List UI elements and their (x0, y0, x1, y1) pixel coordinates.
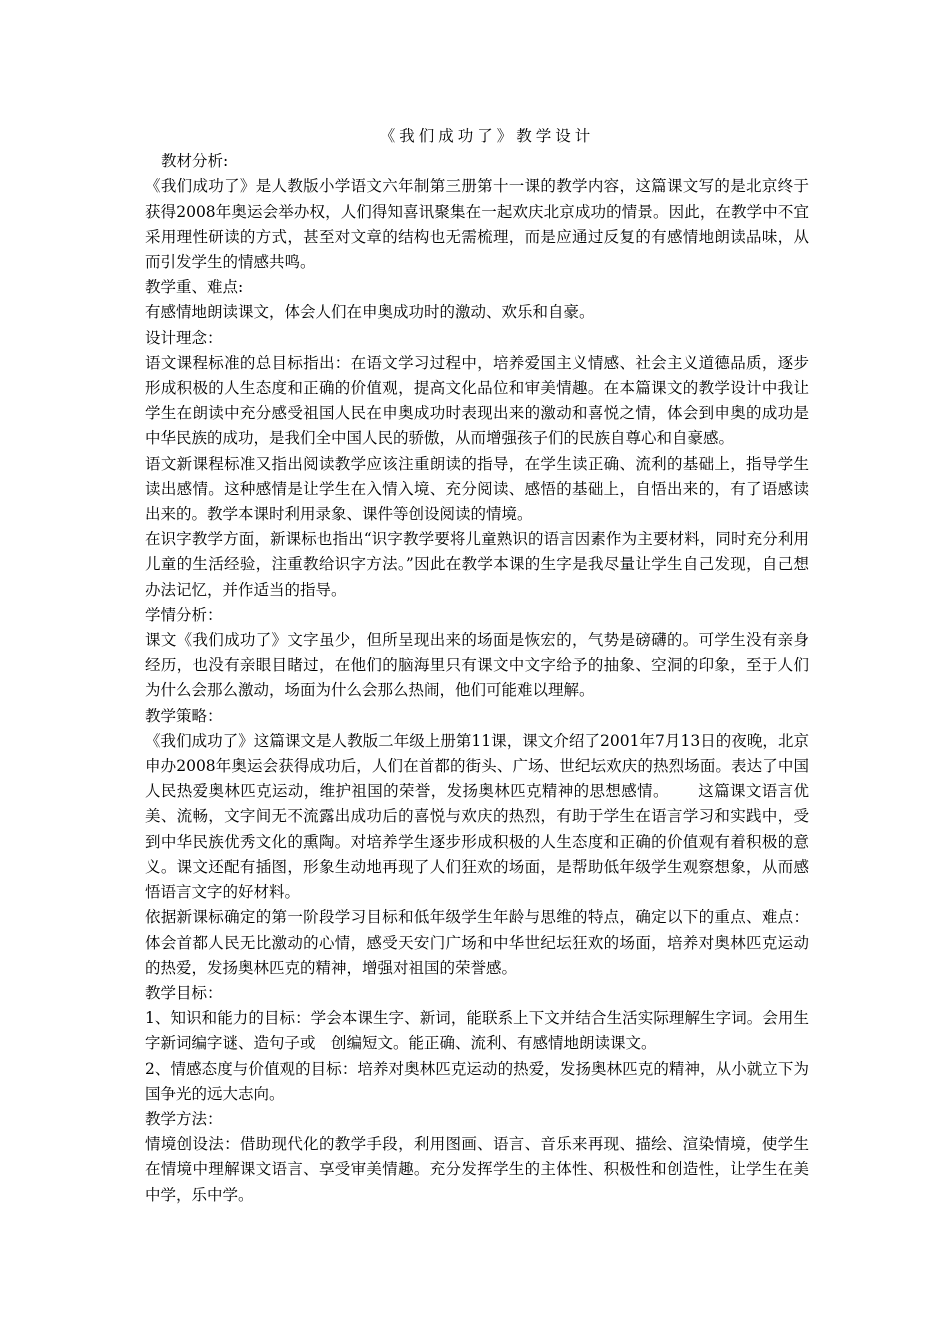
section-heading-teaching-methods: 教学方法： (145, 1109, 223, 1128)
section-heading-key-points: 教学重、难点: (145, 278, 244, 297)
paragraph: 《我们成功了》这篇课文是人教版二年级上册第11课，课文介绍了2001年7月13日的夜晚，北京申办2008年奥运会获得成功后，人们在首都的街头、广场、世纪坛欢庆的热烈场面。表达了中国人民热爱奥林匹克运动，维护祖国的荣誉，发扬奥林匹克精神的思想感情。 这篇课文语言优美、流畅，文字间无不流露出成功后的喜悦与欢庆的热烈，有助于学生在语言学习和实践中，受到中华民族优秀文化的熏陶。对培养学生逐步形成积极的人生态度和正确的价值观有着积极的意义。课文还配有插图，形象生动地再现了人们狂欢的场面，是帮助低年级学生观察想象，从而感悟语言文字的好材料。 (145, 731, 809, 902)
section-heading-design-concept: 设计理念： (145, 328, 223, 347)
section-heading-textbook-analysis: 教材分析: (161, 152, 229, 171)
paragraph: 1、知识和能力的目标：学会本课生字、新词，能联系上下文并结合生活实际理解生字词。会用生字新词编字谜、造句子或 创编短文。能正确、流利、有感情地朗读课文。 (145, 1009, 809, 1053)
document-title: 《我们成功了》教学设计 (379, 127, 595, 145)
section-heading-teaching-strategy: 教学策略： (145, 706, 223, 725)
section-heading-learner-analysis: 学情分析： (145, 605, 223, 624)
paragraph: 语文课程标准的总目标指出：在语文学习过程中，培养爱国主义情感、社会主义道德品质，逐步形成积极的人生态度和正确的价值观，提高文化品位和审美情趣。在本篇课文的教学设计中我让学生在朗读中充分感受祖国人民在申奥成功时表现出来的激动和喜悦之情，体会到申奥的成功是中华民族的成功，是我们全中国人民的骄傲，从而增强孩子们的民族自尊心和自豪感。 (145, 353, 809, 448)
paragraph: 有感情地朗读课文，体会人们在申奥成功时的激动、欢乐和自豪。 (145, 303, 595, 322)
section-heading-teaching-goals: 教学目标： (145, 983, 223, 1002)
paragraph: 情境创设法：借助现代化的教学手段，利用图画、语言、音乐来再现、描绘、渲染情境，使学生在情境中理解课文语言、享受审美情趣。充分发挥学生的主体性、积极性和创造性，让学生在美中学，乐中学。 (145, 1135, 809, 1204)
paragraph: 在识字教学方面，新课标也指出“识字教学要将儿童熟识的语言因素作为主要材料，同时充分利用儿童的生活经验，注重教给识字方法。”因此在教学本课的生字是我尽量让学生自己发现，自己想办法记忆，并作适当的指导。 (145, 530, 809, 599)
paragraph: 课文《我们成功了》文字虽少，但所呈现出来的场面是恢宏的，气势是磅礴的。可学生没有亲身经历，也没有亲眼目睹过，在他们的脑海里只有课文中文字给予的抽象、空洞的印象，至于人们为什么会那么激动，场面为什么会那么热闹，他们可能难以理解。 (145, 631, 809, 700)
paragraph: 依据新课标确定的第一阶段学习目标和低年级学生年龄与思维的特点，确定以下的重点、难点：体会首都人民无比激动的心情，感受天安门广场和中华世纪坛狂欢的场面，培养对奥林匹克运动的热爱，发扬奥林匹克的精神，增强对祖国的荣誉感。 (145, 908, 809, 977)
document-body (145, 124, 809, 1208)
paragraph: 《我们成功了》是人教版小学语文六年制第三册第十一课的教学内容，这篇课文写的是北京终于获得2008年奥运会举办权，人们得知喜讯聚集在一起欢庆北京成功的情景。因此，在教学中不宜采用理性研读的方式，甚至对文章的结构也无需梳理，而是应通过反复的有感情地朗读品味，从而引发学生的情感共鸣。 (145, 177, 809, 272)
paragraph: 语文新课程标准又指出阅读教学应该注重朗读的指导，在学生读正确、流利的基础上，指导学生读出感情。这种感情是让学生在入情入境、充分阅读、感悟的基础上，自悟出来的，有了语感读出来的。教学本课时利用录象、课件等创设阅读的情境。 (145, 454, 809, 524)
paragraph: 2、情感态度与价值观的目标：培养对奥林匹克运动的热爱，发扬奥林匹克的精神，从小就立下为国争光的远大志向。 (145, 1059, 809, 1103)
